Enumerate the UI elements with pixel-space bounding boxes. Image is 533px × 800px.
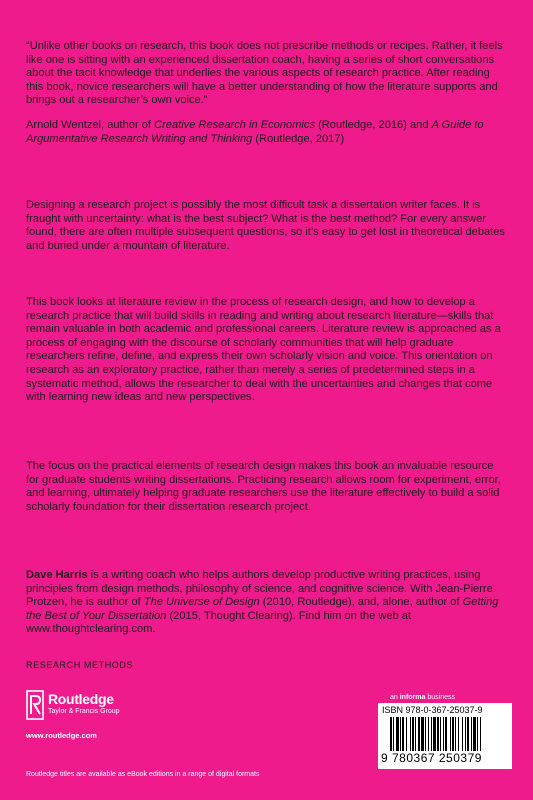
- isbn-number: ISBN 978-0-367-25037-9: [382, 705, 483, 715]
- endorsement-attribution: [26, 119, 508, 146]
- ebook-note: Routledge titles are available as eBook editions in a range of digital formats: [26, 771, 260, 778]
- publisher-url[interactable]: www.routledge.com: [26, 731, 97, 740]
- attribution-prefix: Arnold Wentzel, author of: [26, 119, 155, 131]
- description-paragraph-3: The focus on the practical elements of research design makes this book an invaluable resource for graduate students writing dissertations. Practicing research allows room for experiment, error, and learning, ultimately helping graduate researchers use the literature effectively to build a solid scholarly foundation for their dissertation research project.: [26, 460, 501, 513]
- attribution-suffix: (Routledge, 2017): [252, 132, 345, 145]
- routledge-logo-icon: [26, 690, 44, 720]
- author-name: Dave Harris: [26, 569, 88, 581]
- subject-category: RESEARCH METHODS: [26, 660, 134, 670]
- publisher-logo: [26, 690, 186, 730]
- isbn-barcode: [378, 703, 512, 769]
- attribution-book-1: Creative Research in Economics: [154, 119, 315, 131]
- attribution-between: (Routledge, 2016) and: [315, 119, 432, 131]
- informa-business-tag: [390, 694, 455, 701]
- informa-brand: informa: [399, 694, 426, 701]
- bio-text-2: (2010, Routledge), and, alone, author of: [259, 596, 463, 609]
- isbn-digits: 9 780367 250379: [381, 751, 482, 765]
- bio-text-1: is a writing coach who helps authors develop productive writing practices, using principles from design methods, philosophy of science, and cognitive science. With Jean-Pierre Protzen, he is author of: [26, 569, 493, 609]
- description-paragraph-2: This book looks at literature review in the process of research design, and how to develop a research practice that will build skills in reading and writing about research literature—skills that remain valuable in both academic and professional careers. Literature review is approached as a process of engaging with the discourse of scholarly communities that will help graduate researchers refine, define, and express their own scholarly vision and voice. This orientation on research as an exploratory practice, rather than merely a series of predetermined steps in a systematic method, allows the researcher to deal with the uncertainties and changes that come with learning new ideas and new perspectives.: [26, 296, 501, 404]
- bio-text-3: (2015, Thought Clearing). Find him on the web at www.thoughtclearing.com.: [26, 609, 412, 636]
- publisher-name: Routledge: [48, 691, 114, 707]
- attribution-book-2: A Guide to Argumentative Research Writing and Thinking: [26, 119, 484, 145]
- informa-suffix: business: [425, 694, 455, 701]
- author-bio: [26, 569, 508, 637]
- publisher-group: Taylor & Francis Group: [48, 708, 120, 715]
- bio-book-1: The Universe of Design: [143, 596, 260, 609]
- bio-book-2: Getting the Best of Your Dissertation: [26, 596, 499, 622]
- informa-prefix: an: [390, 694, 400, 701]
- description-paragraph-1: Designing a research project is possibly the most difficult task a dissertation writer faces. It is fraught with uncertainty: what is the best subject? What is the best method? For every answer found, there are often multiple subsequent questions, so it’s easy to get lost in theoretical debates and buried under a mountain of literature.: [26, 199, 505, 252]
- endorsement-quote: “Unlike other books on research, this book does not prescribe methods or recipes. Rather, it feels like one is sitting with an experienced dissertation coach, having a series of short conversations about the tacit knowledge that underlies the various aspects of research practice. After reading this book, novice researchers will have a better understanding of how the literature supports and brings out a researcher’s own voice.”: [26, 40, 503, 107]
